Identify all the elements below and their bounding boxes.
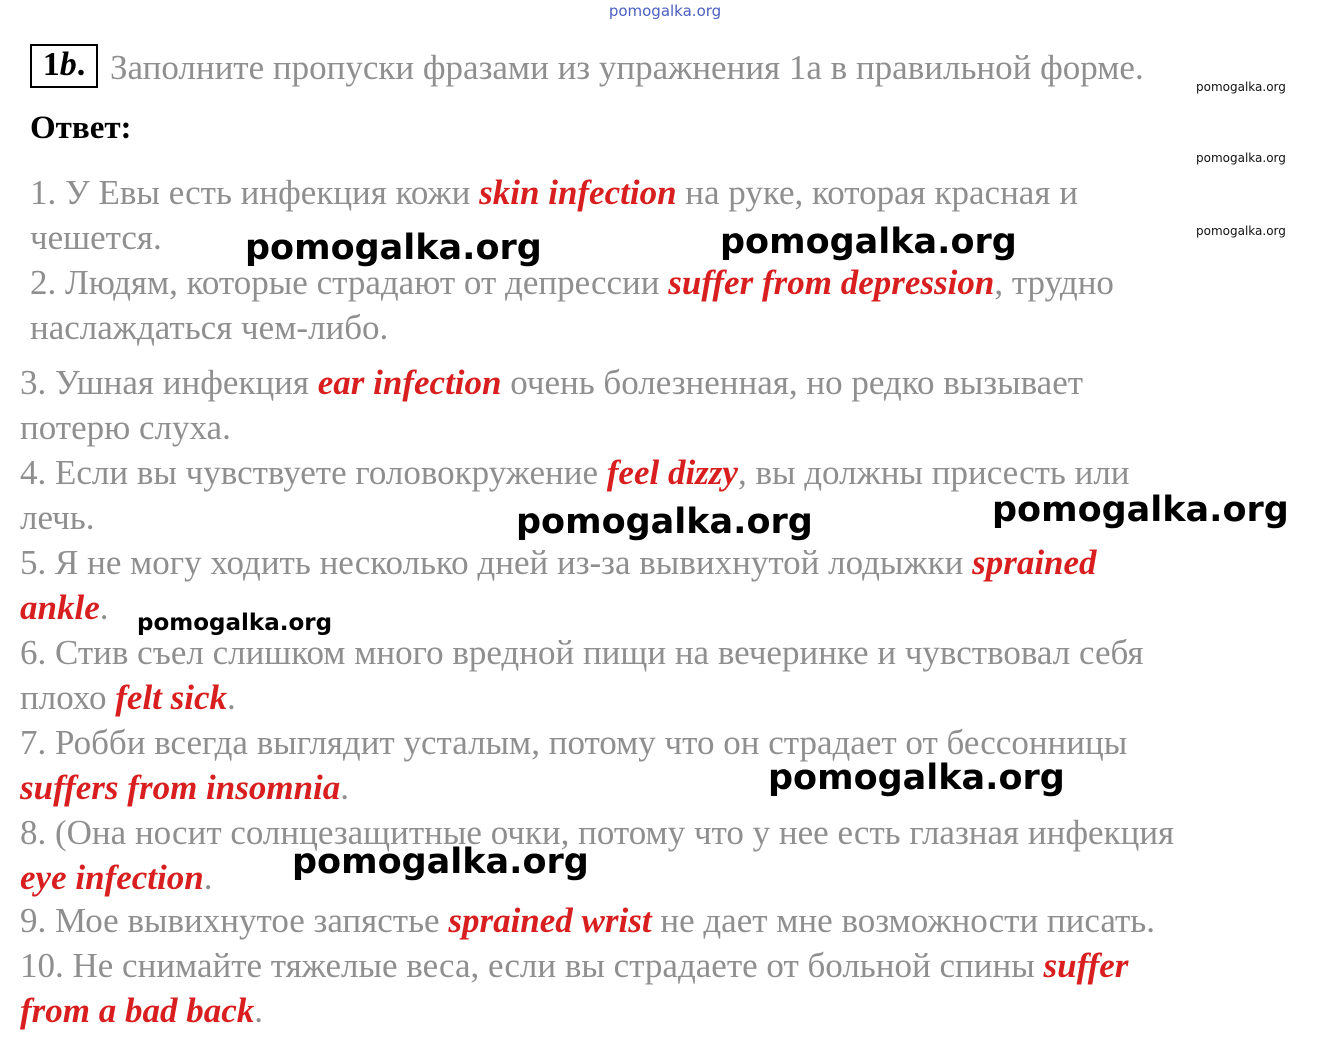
list-item-10-line-2: from a bad back. — [20, 991, 264, 1030]
list-item-8-line-2: eye infection. — [20, 858, 213, 897]
list-item-2-line-1: 2. Людям, которые страдают от депрессии suffer from depression, трудно — [30, 263, 1114, 302]
list-item-6-line-1: 6. Стив съел слишком много вредной пищи на вечеринке и чувствовал себя — [20, 633, 1144, 672]
list-item-8-line-1: 8. (Она носит солнцезащитные очки, потому что у нее есть глазная инфекция — [20, 813, 1175, 852]
answer-phrase: from a bad back — [20, 991, 255, 1030]
answer-phrase: skin infection — [479, 173, 677, 212]
watermark-top: pomogalka.org — [608, 2, 722, 20]
list-item-3-line-2: потерю слуха. — [20, 408, 231, 447]
watermark-small: pomogalka.org — [1196, 224, 1286, 238]
list-item-5-line-2: ankle. — [20, 588, 109, 627]
answer-phrase: feel dizzy — [606, 453, 738, 492]
answer-phrase: ear infection — [317, 363, 502, 402]
list-item-5-line-1: 5. Я не могу ходить несколько дней из-за вывихнутой лодыжки sprained — [20, 543, 1097, 582]
answer-phrase: sprained wrist — [448, 901, 652, 940]
list-item-4-line-2: лечь. — [20, 498, 95, 537]
answer-phrase: ankle — [20, 588, 100, 627]
list-item-10-line-1: 10. Не снимайте тяжелые веса, если вы страдаете от больной спины suffer — [20, 946, 1129, 985]
answer-phrase: sprained — [972, 543, 1097, 582]
watermark: pomogalka.org — [137, 610, 333, 636]
watermark: pomogalka.org — [516, 502, 813, 542]
answer-phrase: eye infection — [20, 858, 204, 897]
task-instruction: Заполните пропуски фразами из упражнения 1а в правильной форме. — [110, 48, 1144, 87]
list-item-9-line-1: 9. Мое вывихнутое запястье sprained wrist не дает мне возможности писать. — [20, 901, 1155, 940]
badge-number: 1 — [42, 46, 60, 83]
badge-letter: b — [59, 46, 77, 83]
list-item-7-line-1: 7. Робби всегда выглядит усталым, потому что он страдает от бессонницы — [20, 723, 1128, 762]
answer-heading: Ответ: — [30, 110, 132, 146]
watermark-small: pomogalka.org — [1196, 151, 1286, 165]
list-item-1-line-2: чешется. — [30, 218, 162, 257]
watermark: pomogalka.org — [245, 228, 542, 268]
watermark: pomogalka.org — [720, 222, 1017, 262]
watermark: pomogalka.org — [292, 842, 589, 882]
list-item-1-line-1: 1. У Евы есть инфекция кожи skin infection на руке, которая красная и — [30, 173, 1078, 212]
watermark-small: pomogalka.org — [1196, 80, 1286, 94]
list-item-3-line-1: 3. Ушная инфекция ear infection очень болезненная, но редко вызывает — [20, 363, 1084, 402]
watermark: pomogalka.org — [992, 490, 1289, 530]
list-item-2-line-2: наслаждаться чем-либо. — [30, 308, 389, 347]
list-item-4-line-1: 4. Если вы чувствуете головокружение feel dizzy, вы должны присесть или — [20, 453, 1130, 492]
list-item-6-line-2: плохо felt sick. — [20, 678, 236, 717]
watermark: pomogalka.org — [768, 758, 1065, 798]
exercise-badge — [30, 44, 98, 88]
answer-phrase: felt sick — [115, 678, 228, 717]
list-item-7-line-2: suffers from insomnia. — [20, 768, 350, 807]
answer-phrase: suffer from depression — [668, 263, 995, 302]
answer-phrase: suffers from insomnia — [20, 768, 341, 807]
answer-phrase: suffer — [1043, 946, 1129, 985]
badge-dot: . — [76, 46, 86, 83]
